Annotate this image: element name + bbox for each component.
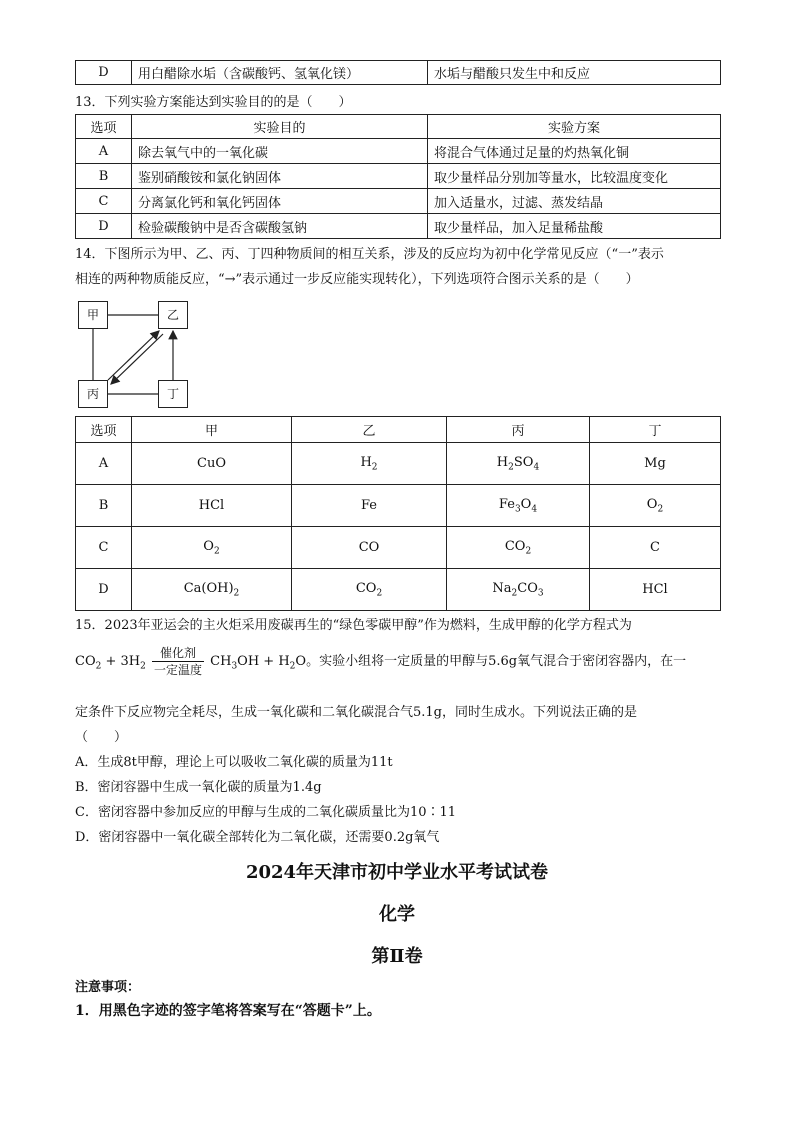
jia-cell: HCl xyxy=(132,485,292,527)
table-row xyxy=(76,164,721,189)
q15-stem-line3: 定条件下反应物完全耗尽，生成一氧化碳和二氧化碳混合气5.1g，同时生成水。下列说法正确的是 xyxy=(75,705,637,720)
equation-tail-text: 。实验小组将一定质量的甲醇与5.6g氧气混合于密闭容器内，在一 xyxy=(306,654,687,669)
explain-cell: 水垢与醋酸只发生中和反应 xyxy=(428,61,721,85)
q13-table xyxy=(75,114,721,239)
catalyst-label: 催化剂 xyxy=(152,645,204,662)
equation-reactants: $CO_2 + 3H_2$ xyxy=(75,654,146,672)
option-cell: C xyxy=(76,527,132,569)
table-row xyxy=(76,443,721,485)
bing-cell: $Na_2CO_3$ xyxy=(447,569,590,611)
ding-cell: HCl xyxy=(590,569,721,611)
q14-stem-line2: 相连的两种物质能反应，“→”表示通过一步反应能实现转化），下列选项符合图示关系的是（ ） xyxy=(75,272,639,287)
exam-title: 2024年天津市初中学业水平考试试卷 xyxy=(245,862,549,883)
ding-cell: $O_2$ xyxy=(590,485,721,527)
node-yi: 乙 xyxy=(158,301,188,329)
purpose-cell: 分离氯化钙和氧化钙固体 xyxy=(132,189,428,214)
plan-cell: 加入适量水，过滤、蒸发结晶 xyxy=(428,189,721,214)
ding-cell: Mg xyxy=(590,443,721,485)
equation-products: $CH_3OH + H_2O$ xyxy=(210,654,307,672)
header-yi: 乙 xyxy=(292,417,447,443)
jia-cell: $O_2$ xyxy=(132,527,292,569)
purpose-cell: 检验碳酸钠中是否含碳酸氢钠 xyxy=(132,214,428,239)
plan-cell: 将混合气体通过足量的灼热氧化铜 xyxy=(428,139,721,164)
q14-stem-line1: 14．下图所示为甲、乙、丙、丁四种物质间的相互关系，涉及的反应均为初中化学常见反应（“一”表示 xyxy=(75,247,664,262)
q14-table xyxy=(75,416,721,611)
ding-cell: C xyxy=(590,527,721,569)
notes-heading: 注意事项： xyxy=(75,980,141,995)
option-cell: D xyxy=(76,569,132,611)
purpose-cell: 鉴别硝酸铵和氯化钠固体 xyxy=(132,164,428,189)
subject-title: 化学 xyxy=(379,904,415,925)
option-cell: A xyxy=(76,139,132,164)
jia-cell: CuO xyxy=(132,443,292,485)
bing-cell: $H_2SO_4$ xyxy=(447,443,590,485)
option-cell: B xyxy=(76,485,132,527)
header-bing: 丙 xyxy=(447,417,590,443)
q15-option-b: B．密闭容器中生成一氧化碳的质量为1.4g xyxy=(75,780,322,795)
node-ding: 丁 xyxy=(158,380,188,408)
purpose-cell: 除去氧气中的一氧化碳 xyxy=(132,139,428,164)
jia-cell: $Ca(OH)_2$ xyxy=(132,569,292,611)
q13-stem: 13．下列实验方案能达到实验目的的是（ ） xyxy=(75,95,352,110)
table-row xyxy=(76,139,721,164)
node-bing: 丙 xyxy=(78,380,108,408)
plan-cell: 取少量样品分别加等量水，比较温度变化 xyxy=(428,164,721,189)
header-ding: 丁 xyxy=(590,417,721,443)
q15-option-d: D．密闭容器中一氧化碳全部转化为二氧化碳，还需要0.2g氧气 xyxy=(75,830,440,845)
bing-cell: $Fe_3O_4$ xyxy=(447,485,590,527)
table-row xyxy=(76,527,721,569)
table-row xyxy=(76,189,721,214)
node-jia: 甲 xyxy=(78,301,108,329)
q15-equation-line xyxy=(75,645,686,684)
q15-stem-line4: （ ） xyxy=(75,730,128,745)
yi-cell: $CO_2$ xyxy=(292,569,447,611)
q12-table-tail xyxy=(75,60,721,85)
header-option: 选项 xyxy=(76,417,132,443)
header-jia: 甲 xyxy=(132,417,292,443)
header-plan: 实验方案 xyxy=(428,115,721,139)
bing-cell: $CO_2$ xyxy=(447,527,590,569)
target-cell: 用白醋除水垢（含碳酸钙、氢氧化镁） xyxy=(132,61,428,85)
q15-option-c: C．密闭容器中参加反应的甲醇与生成的二氧化碳质量比为10∶11 xyxy=(75,805,457,820)
option-cell: B xyxy=(76,164,132,189)
yi-cell: Fe xyxy=(292,485,447,527)
reaction-condition xyxy=(152,645,204,678)
option-cell: D xyxy=(76,214,132,239)
temperature-label: 一定温度 xyxy=(153,663,202,677)
plan-cell: 取少量样品，加入足量稀盐酸 xyxy=(428,214,721,239)
yi-cell: CO xyxy=(292,527,447,569)
option-cell: C xyxy=(76,189,132,214)
yi-cell: $H_2$ xyxy=(292,443,447,485)
part-title: 第Ⅱ卷 xyxy=(371,946,423,967)
table-row xyxy=(76,214,721,239)
relation-diagram xyxy=(75,298,205,410)
table-row xyxy=(76,485,721,527)
table-row xyxy=(76,569,721,611)
header-option: 选项 xyxy=(76,115,132,139)
q15-option-a: A．生成8t甲醇，理论上可以吸收二氧化碳的质量为11t xyxy=(75,755,393,770)
q15-stem-line1: 15．2023年亚运会的主火炬采用废碳再生的“绿色零碳甲醇”作为燃料，生成甲醇的化学方程式为 xyxy=(75,618,632,633)
option-cell: D xyxy=(76,61,132,85)
header-purpose: 实验目的 xyxy=(132,115,428,139)
notes-item-1: 1．用黑色字迹的签字笔将答案写在“答题卡”上。 xyxy=(75,1003,381,1019)
option-cell: A xyxy=(76,443,132,485)
